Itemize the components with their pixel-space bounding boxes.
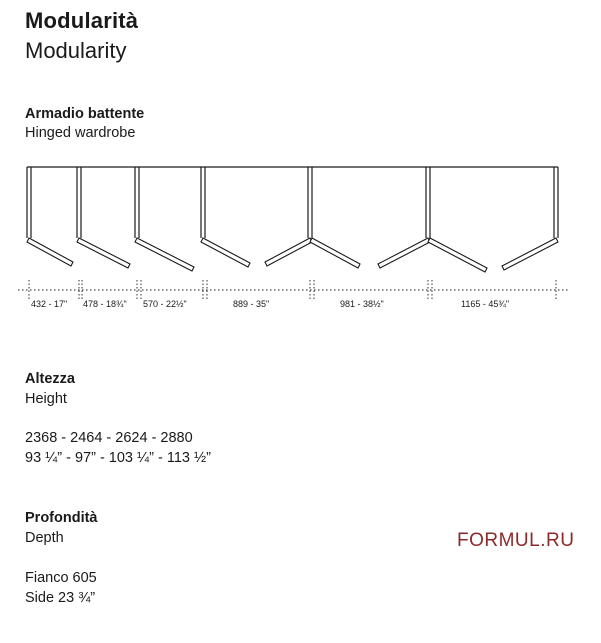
depth-heading-english: Depth bbox=[25, 530, 64, 546]
dimension-label-1: 432 - 17" bbox=[31, 299, 68, 309]
height-heading-english: Height bbox=[25, 391, 67, 407]
dimension-label-5: 981 - 38½" bbox=[340, 299, 384, 309]
height-values-mm: 2368 - 2464 - 2624 - 2880 bbox=[25, 430, 193, 446]
height-heading-italian: Altezza bbox=[25, 371, 75, 387]
depth-side-italian: Fianco 605 bbox=[25, 570, 97, 586]
door-5b bbox=[378, 238, 430, 268]
title-italian: Modularità bbox=[25, 8, 139, 33]
door-6b bbox=[502, 238, 558, 270]
dimension-ticks bbox=[29, 280, 556, 300]
door-2 bbox=[77, 238, 130, 268]
door-4b bbox=[265, 238, 312, 266]
dimension-label-6: 1165 - 45¾" bbox=[461, 299, 510, 309]
dimension-label-4: 889 - 35" bbox=[233, 299, 270, 309]
dimension-label-3: 570 - 22½" bbox=[143, 299, 187, 309]
title-english: Modularity bbox=[25, 38, 127, 63]
door-6a bbox=[428, 238, 487, 272]
door-5a bbox=[310, 238, 360, 268]
height-values-inches: 93 ¼” - 97” - 103 ¼” - 113 ½” bbox=[25, 450, 211, 466]
watermark-brand: FORMUL.RU bbox=[457, 530, 575, 551]
door-3 bbox=[135, 238, 194, 271]
wardrobe-heading-english: Hinged wardrobe bbox=[25, 125, 136, 141]
wardrobe-heading-italian: Armadio battente bbox=[25, 106, 145, 122]
door-1 bbox=[27, 238, 73, 266]
depth-side-english: Side 23 ¾” bbox=[25, 590, 96, 606]
depth-heading-italian: Profondità bbox=[25, 510, 98, 526]
dimension-label-2: 478 - 18¾" bbox=[83, 299, 127, 309]
door-4a bbox=[201, 238, 250, 267]
